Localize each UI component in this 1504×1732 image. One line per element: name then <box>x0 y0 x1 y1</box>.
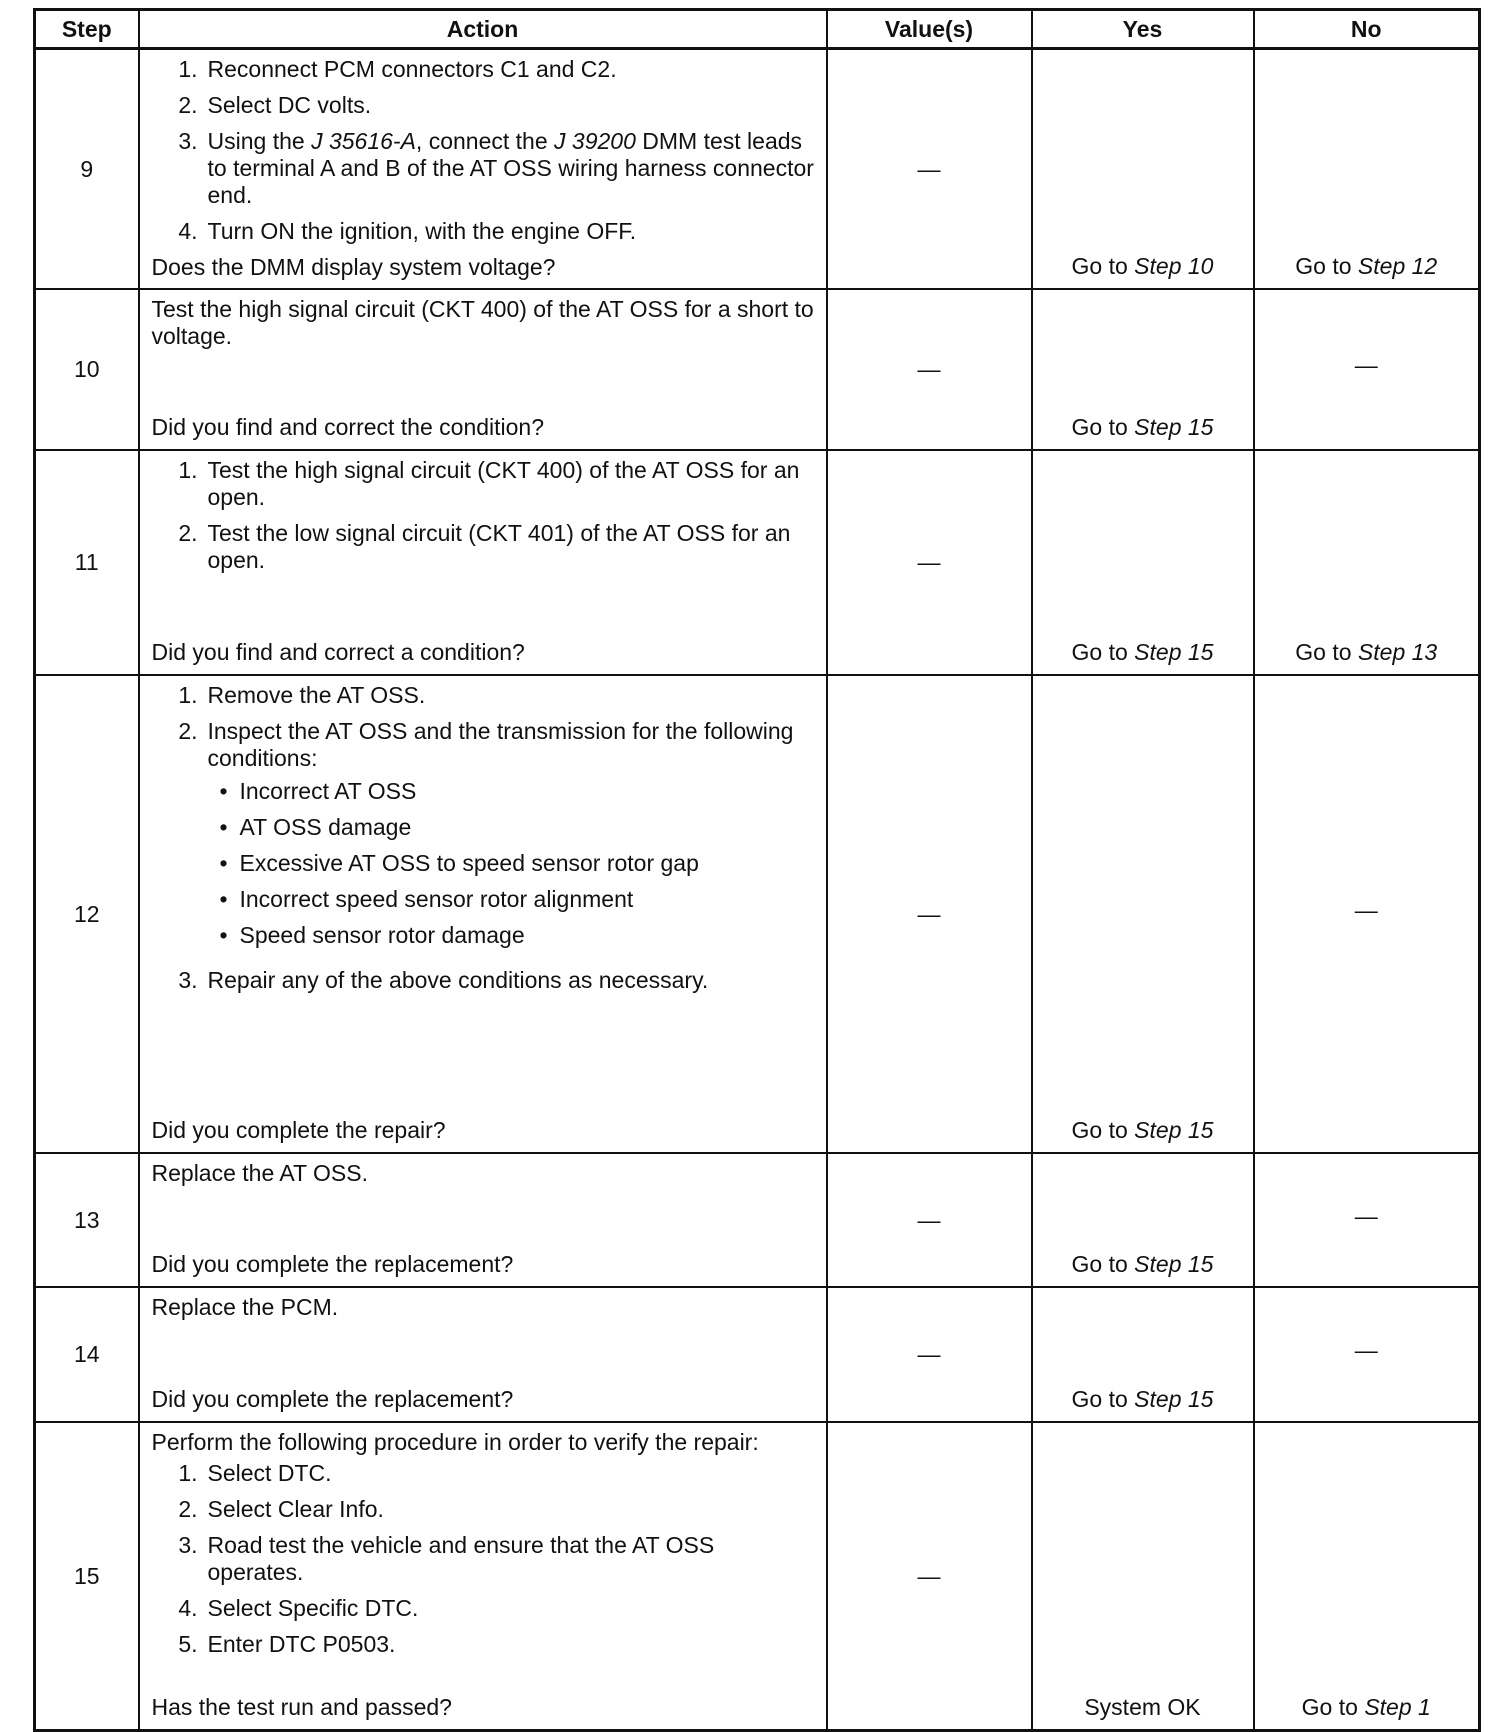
step-text-line <box>208 1631 396 1658</box>
step-text-line <box>208 1532 816 1586</box>
condition-item <box>208 778 816 805</box>
text-segment: Inspect the AT OSS and the transmission for the following conditions: <box>207 718 794 771</box>
step-text-line <box>208 457 816 511</box>
text-segment: Repair any of the above conditions as necessary. <box>207 967 709 993</box>
step-index: 3. <box>178 967 198 993</box>
step-text <box>208 218 637 245</box>
action-step <box>152 520 816 574</box>
bullet-icon: • <box>219 886 228 912</box>
action-question: Did you find and correct a condition? <box>151 639 525 665</box>
step-text <box>208 520 816 574</box>
step-index: 3. <box>178 1532 198 1558</box>
condition-text: Speed sensor rotor damage <box>239 922 525 948</box>
step-index: 1. <box>178 682 198 708</box>
action-step <box>152 718 816 958</box>
action-question: Has the test run and passed? <box>151 1694 452 1720</box>
action-cell <box>139 1422 827 1731</box>
action-cell <box>139 289 827 450</box>
step-text <box>208 56 617 83</box>
step-index: 2. <box>178 92 198 118</box>
step-number: 15 <box>35 1422 139 1731</box>
step-index: 2. <box>178 1496 198 1522</box>
step-text-line <box>208 682 426 709</box>
bullet-icon: • <box>219 922 228 948</box>
action-step <box>152 128 816 209</box>
action-intro: Test the high signal circuit (CKT 400) of the AT OSS for a short to voltage. <box>151 296 814 349</box>
bullet-icon: • <box>219 850 228 876</box>
no-step-link: Step 12 <box>1357 253 1438 279</box>
action-cell <box>139 675 827 1153</box>
header-values: Value(s) <box>827 10 1032 49</box>
no-cell <box>1254 289 1480 450</box>
text-segment: Road test the vehicle and ensure that the AT OSS operates. <box>207 1532 715 1585</box>
table-row <box>35 675 1480 1153</box>
header-row <box>35 10 1480 49</box>
step-number: 11 <box>35 450 139 675</box>
step-text-line <box>208 967 709 994</box>
yes-text: Go to <box>1071 253 1135 279</box>
header-step: Step <box>35 10 139 49</box>
no-step-link: Step 13 <box>1357 639 1438 665</box>
action-content <box>140 451 826 674</box>
action-step <box>152 682 816 709</box>
no-cell <box>1254 450 1480 675</box>
action-content <box>140 1288 826 1421</box>
text-segment: , connect the <box>415 128 555 154</box>
action-step <box>152 56 816 83</box>
condition-item <box>208 922 816 949</box>
tool-reference: J 35616-A <box>311 128 416 154</box>
step-text <box>208 1460 332 1487</box>
step-index: 2. <box>178 718 198 744</box>
yes-step-link: Step 15 <box>1134 639 1214 665</box>
table-row <box>35 289 1480 450</box>
yes-cell <box>1032 1422 1254 1731</box>
step-index: 1. <box>178 1460 198 1486</box>
text-segment: Test the low signal circuit (CKT 401) of the AT OSS for an open. <box>207 520 791 573</box>
step-index: 1. <box>178 457 198 483</box>
step-number: 10 <box>35 289 139 450</box>
no-text: — <box>1354 1202 1378 1229</box>
table-row <box>35 1422 1480 1731</box>
bullet-icon: • <box>219 778 228 804</box>
yes-text: Go to <box>1071 1117 1135 1143</box>
no-text: Go to <box>1295 639 1358 665</box>
yes-step-link: Step 15 <box>1134 1117 1214 1143</box>
action-cell <box>139 49 827 290</box>
action-intro: Replace the AT OSS. <box>151 1160 368 1186</box>
value-cell: — <box>827 289 1032 450</box>
action-step <box>152 92 816 119</box>
no-cell <box>1254 675 1480 1153</box>
yes-text: Go to <box>1071 414 1135 440</box>
yes-cell <box>1032 49 1254 290</box>
yes-text: Go to <box>1071 1386 1135 1412</box>
text-segment: Reconnect PCM connectors C1 and C2. <box>207 56 617 82</box>
action-steps <box>152 56 816 254</box>
text-segment: Enter DTC P0503. <box>207 1631 396 1657</box>
action-question: Did you complete the replacement? <box>151 1386 514 1412</box>
condition-item <box>208 886 816 913</box>
value-cell: — <box>827 450 1032 675</box>
yes-cell <box>1032 450 1254 675</box>
text-segment: Turn ON the ignition, with the engine OFF. <box>207 218 637 244</box>
text-segment: Remove the AT OSS. <box>207 682 426 708</box>
yes-text: Go to <box>1071 639 1135 665</box>
header-yes: Yes <box>1032 10 1254 49</box>
step-text <box>208 92 372 119</box>
condition-text: Incorrect speed sensor rotor alignment <box>239 886 634 912</box>
text-segment: Select Specific DTC. <box>207 1595 419 1621</box>
step-text-line <box>208 1496 384 1523</box>
action-step <box>152 967 816 994</box>
step-text-line <box>208 1460 332 1487</box>
condition-item <box>208 850 816 877</box>
step-text <box>208 128 816 209</box>
action-step <box>152 1460 816 1487</box>
diagnostic-table <box>33 8 1481 1732</box>
value-cell: — <box>827 49 1032 290</box>
action-cell <box>139 1153 827 1287</box>
yes-cell <box>1032 1153 1254 1287</box>
yes-step-link: Step 10 <box>1134 253 1214 279</box>
step-text <box>208 967 709 994</box>
step-text <box>208 718 816 958</box>
no-text: — <box>1354 896 1378 923</box>
action-content <box>140 290 826 449</box>
action-step <box>152 1496 816 1523</box>
action-question: Did you complete the replacement? <box>151 1251 514 1277</box>
step-index: 4. <box>178 1595 198 1621</box>
no-cell <box>1254 1153 1480 1287</box>
action-step <box>152 1532 816 1586</box>
text-segment: Select Clear Info. <box>207 1496 384 1522</box>
step-index: 1. <box>178 56 198 82</box>
action-intro: Replace the PCM. <box>151 1294 339 1320</box>
action-step <box>152 1631 816 1658</box>
action-content <box>140 1154 826 1286</box>
action-content <box>140 50 826 288</box>
condition-item <box>208 814 816 841</box>
value-cell: — <box>827 1153 1032 1287</box>
header-no: No <box>1254 10 1480 49</box>
step-text-line <box>208 218 637 245</box>
action-step <box>152 1595 816 1622</box>
table-row <box>35 450 1480 675</box>
yes-cell <box>1032 289 1254 450</box>
step-text <box>208 1595 419 1622</box>
step-number: 12 <box>35 675 139 1153</box>
step-index: 2. <box>178 520 198 546</box>
yes-step-link: Step 15 <box>1134 1386 1214 1412</box>
table-row <box>35 1153 1480 1287</box>
text-segment: Test the high signal circuit (CKT 400) of the AT OSS for an open. <box>207 457 800 510</box>
no-cell <box>1254 49 1480 290</box>
step-text <box>208 457 816 511</box>
condition-text: AT OSS damage <box>239 814 412 840</box>
no-text: — <box>1354 352 1378 378</box>
value-cell: — <box>827 1422 1032 1731</box>
no-cell <box>1254 1422 1480 1731</box>
yes-cell <box>1032 1287 1254 1422</box>
action-question: Did you complete the repair? <box>151 1117 446 1143</box>
action-step <box>152 457 816 511</box>
action-intro: Perform the following procedure in order to verify the repair: <box>151 1429 759 1455</box>
step-index: 3. <box>178 128 198 154</box>
action-cell <box>139 1287 827 1422</box>
step-text <box>208 1532 816 1586</box>
no-text: — <box>1354 1337 1378 1363</box>
value-cell: — <box>827 1287 1032 1422</box>
step-index: 4. <box>178 218 198 244</box>
condition-list <box>208 778 816 949</box>
no-step-link: Step 1 <box>1364 1694 1431 1720</box>
step-number: 13 <box>35 1153 139 1287</box>
action-content <box>140 676 826 1152</box>
no-text: Go to <box>1301 1694 1365 1720</box>
step-index: 5. <box>178 1631 198 1657</box>
step-text-line <box>208 1595 419 1622</box>
action-steps <box>152 457 816 583</box>
step-text <box>208 682 426 709</box>
table-row <box>35 49 1480 290</box>
tool-reference: J 39200 <box>554 128 636 154</box>
no-cell <box>1254 1287 1480 1422</box>
yes-cell <box>1032 675 1254 1153</box>
text-segment: Select DTC. <box>207 1460 332 1486</box>
step-number: 14 <box>35 1287 139 1422</box>
text-segment: Select DC volts. <box>207 92 372 118</box>
yes-text: Go to <box>1071 1251 1135 1277</box>
condition-text: Excessive AT OSS to speed sensor rotor gap <box>239 850 699 876</box>
action-steps <box>152 1460 816 1667</box>
action-steps <box>152 682 816 1003</box>
no-text: Go to <box>1295 253 1358 279</box>
step-text-line <box>208 128 816 209</box>
action-step <box>152 218 816 245</box>
table-row <box>35 1287 1480 1422</box>
bullet-icon: • <box>219 814 228 840</box>
text-segment: DMM test leads to terminal A and B of the AT OSS wiring harness connector end. <box>207 128 814 208</box>
text-segment: Using the <box>207 128 312 154</box>
value-cell: — <box>827 675 1032 1153</box>
yes-step-link: Step 15 <box>1134 1251 1214 1277</box>
step-text-line <box>208 56 617 83</box>
yes-text: System OK <box>1084 1694 1201 1720</box>
step-text <box>208 1631 396 1658</box>
condition-text: Incorrect AT OSS <box>239 778 417 804</box>
step-text-line <box>208 520 816 574</box>
step-text-line <box>208 718 816 772</box>
action-question: Did you find and correct the condition? <box>151 414 545 440</box>
step-text-line <box>208 92 372 119</box>
action-question: Does the DMM display system voltage? <box>151 254 556 280</box>
header-action: Action <box>139 10 827 49</box>
action-cell <box>139 450 827 675</box>
yes-step-link: Step 15 <box>1134 414 1214 440</box>
action-content <box>140 1423 826 1729</box>
step-number: 9 <box>35 49 139 290</box>
step-text <box>208 1496 384 1523</box>
